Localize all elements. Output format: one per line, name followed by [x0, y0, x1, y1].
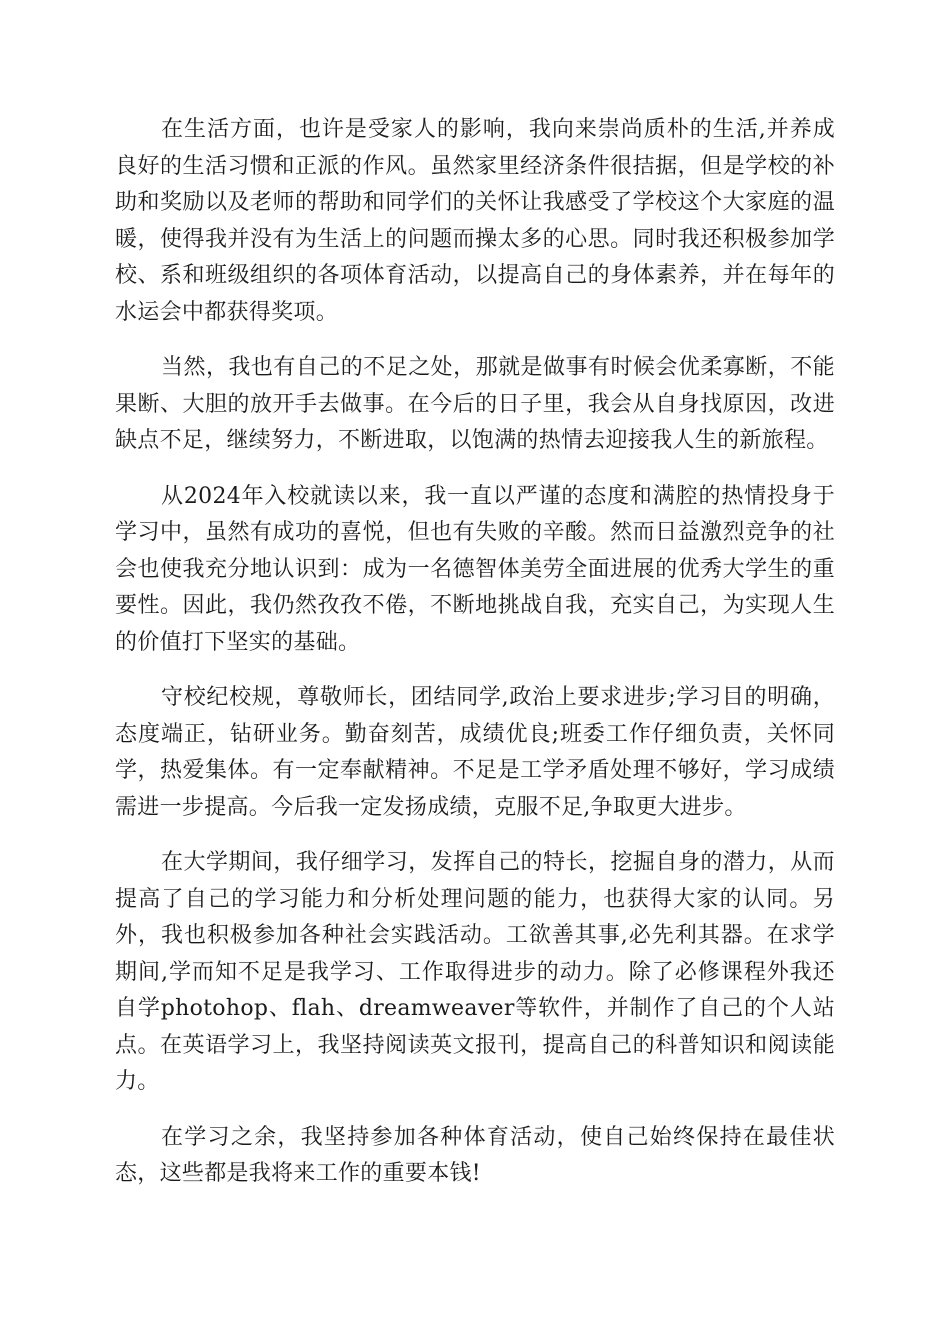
paragraph-university-period: 在大学期间，我仔细学习，发挥自己的特长，挖掘自身的潜力，从而提高了自己的学习能力和分析处理问题的能力，也获得大家的认同。另外，我也积极参加各种社会实践活动。工欲善其事,必先利其器。在求学期间,学而知不足是我学习、工作取得进步的动力。除了必修课程外我还自学photohop、flah、dreamweaver等软件，并制作了自己的个人站点。在英语学习上，我坚持阅读英文报刊，提高自己的科普知识和阅读能力。 — [115, 850, 835, 1094]
paragraph-life: 在生活方面，也许是受家人的影响，我向来崇尚质朴的生活,并养成良好的生活习惯和正派的作风。虽然家里经济条件很拮据，但是学校的补助和奖励以及老师的帮助和同学们的关怀让我感受了学校这个大家庭的温暖，使得我并没有为生活上的问题而操太多的心思。同时我还积极参加学校、系和班级组织的各项体育活动，以提高自己的身体素养，并在每年的水运会中都获得奖项。 — [115, 117, 835, 325]
paragraph-shortcomings: 当然，我也有自己的不足之处，那就是做事有时候会优柔寡断，不能果断、大胆的放开手去做事。在今后的日子里，我会从自身找原因，改进缺点不足，继续努力，不断进取，以饱满的热情去迎接我人生的新旅程。 — [115, 355, 835, 453]
paragraph-discipline: 守校纪校规，尊敬师长，团结同学,政治上要求进步;学习目的明确，态度端正，钻研业务。勤奋刻苦，成绩优良;班委工作仔细负责，关怀同学，热爱集体。有一定奉献精神。不足是工学矛盾处理不够好，学习成绩需进一步提高。今后我一定发扬成绩，克服不足,争取更大进步。 — [115, 685, 835, 820]
paragraph-study-since-enrollment: 从2024年入校就读以来，我一直以严谨的态度和满腔的热情投身于学习中，虽然有成功的喜悦，但也有失败的辛酸。然而日益激烈竞争的社会也使我充分地认识到：成为一名德智体美劳全面进展的优秀大学生的重要性。因此，我仍然孜孜不倦，不断地挑战自我，充实自己，为实现人生的价值打下坚实的基础。 — [115, 483, 835, 655]
document-body — [115, 112, 835, 1212]
paragraph-sports: 在学习之余，我坚持参加各种体育活动，使自己始终保持在最佳状态，这些都是我将来工作的重要本钱! — [115, 1124, 835, 1186]
